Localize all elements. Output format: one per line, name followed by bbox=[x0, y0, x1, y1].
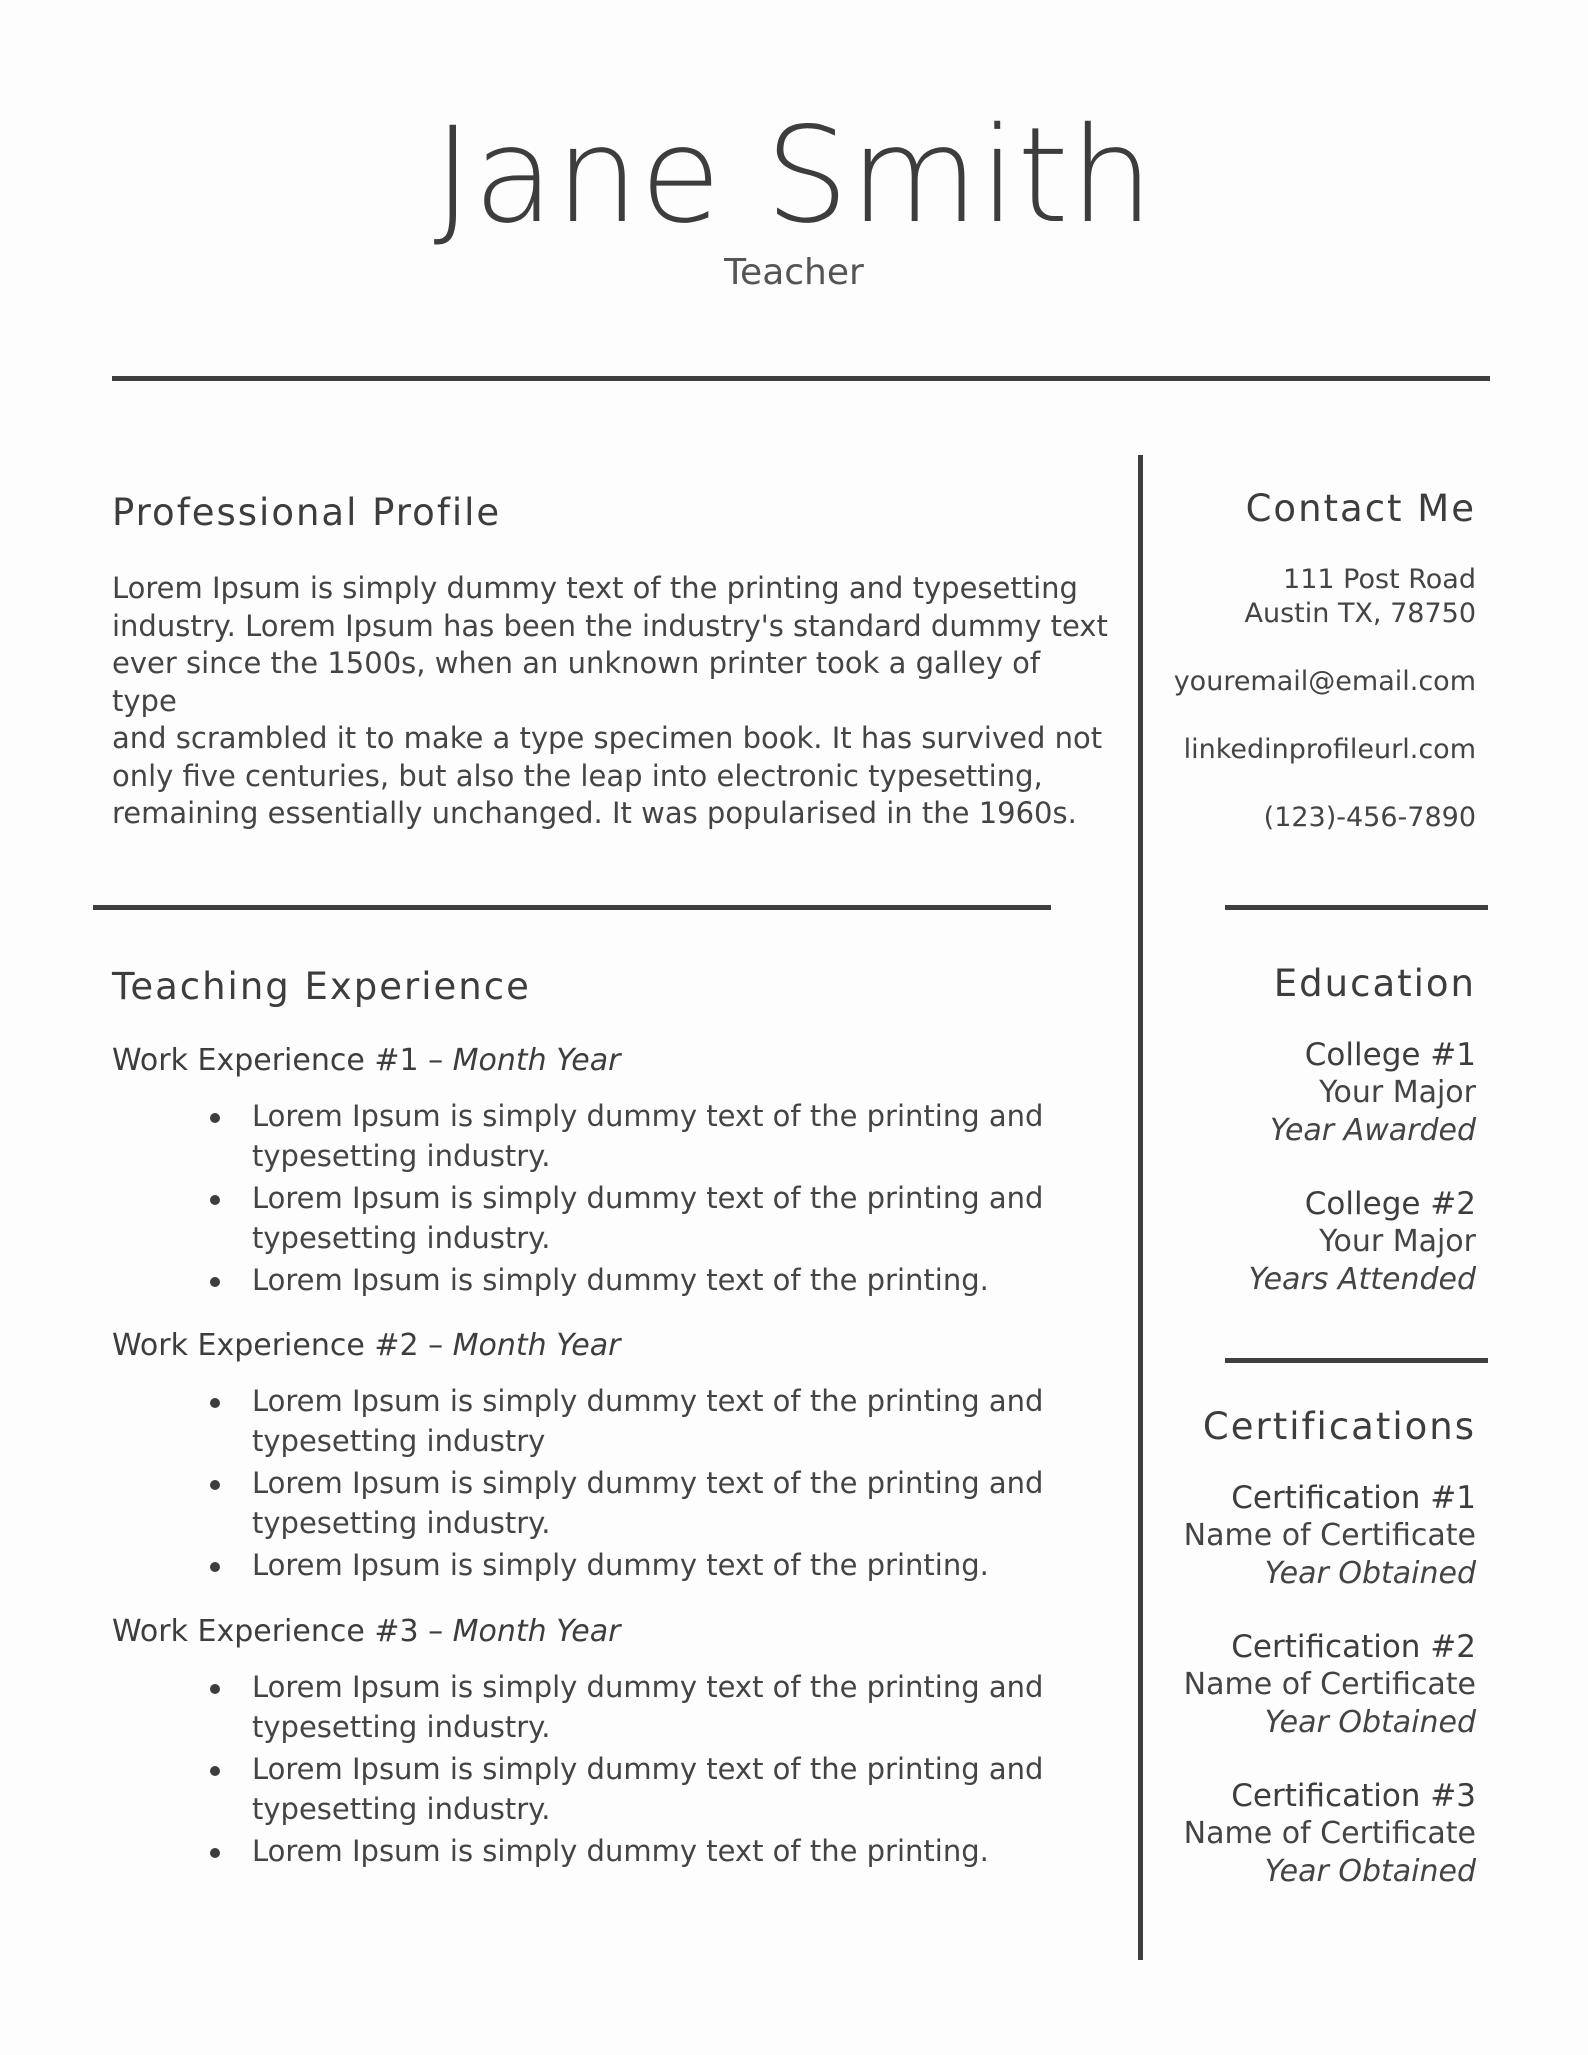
bullet-item: Lorem Ipsum is simply dummy text of the printing and typesetting industry. bbox=[112, 1096, 1112, 1176]
college-year: Year Awarded bbox=[1269, 1113, 1476, 1148]
certification-name: Name of Certificate bbox=[1183, 1816, 1476, 1851]
education-divider bbox=[1225, 1358, 1488, 1363]
profile-heading: Professional Profile bbox=[112, 491, 502, 534]
certification-year: Year Obtained bbox=[1264, 1854, 1476, 1889]
education-section bbox=[1146, 962, 1476, 1299]
education-entry bbox=[1146, 1185, 1476, 1299]
certification-entry bbox=[1146, 1479, 1476, 1593]
profile-line: only five centuries, but also the leap into electronic typesetting, bbox=[112, 758, 1043, 793]
job-entry bbox=[112, 1328, 1112, 1587]
college-title: College #2 bbox=[1304, 1186, 1476, 1222]
bullet-item: Lorem Ipsum is simply dummy text of the printing. bbox=[112, 1831, 1112, 1871]
profile-line: Lorem Ipsum is simply dummy text of the printing and typesetting bbox=[112, 571, 1078, 605]
certification-title: Certification #2 bbox=[1231, 1629, 1476, 1665]
certification-title: Certification #1 bbox=[1231, 1480, 1476, 1516]
certifications-section bbox=[1146, 1405, 1476, 1891]
contact-divider bbox=[1225, 905, 1488, 910]
certification-year: Year Obtained bbox=[1264, 1556, 1476, 1591]
education-heading: Education bbox=[1273, 962, 1476, 1005]
certification-entry bbox=[1146, 1628, 1476, 1742]
bullet-item: Lorem Ipsum is simply dummy text of the printing and typesetting industry. bbox=[112, 1667, 1112, 1747]
college-year: Years Attended bbox=[1248, 1262, 1476, 1297]
job-date: Month Year bbox=[452, 1328, 621, 1363]
resume-name: Jane Smith bbox=[433, 99, 1155, 253]
phone-number: (123)-456-7890 bbox=[1263, 802, 1476, 833]
profile-line: industry. Lorem Ipsum has been the industry's standard dummy text bbox=[112, 608, 1108, 643]
job-bullets bbox=[112, 1667, 1112, 1871]
bullet-item: Lorem Ipsum is simply dummy text of the printing and typesetting industry. bbox=[112, 1749, 1112, 1829]
profile-divider bbox=[93, 905, 1051, 910]
certification-entry bbox=[1146, 1777, 1476, 1891]
education-entry bbox=[1146, 1036, 1476, 1150]
bullet-item: Lorem Ipsum is simply dummy text of the printing. bbox=[112, 1545, 1112, 1585]
job-title bbox=[112, 1614, 1112, 1649]
experience-heading: Teaching Experience bbox=[112, 965, 531, 1008]
header-divider bbox=[112, 376, 1490, 381]
bullet-item: Lorem Ipsum is simply dummy text of the printing and typesetting industry bbox=[112, 1381, 1112, 1461]
certification-year: Year Obtained bbox=[1264, 1705, 1476, 1740]
certifications-heading: Certifications bbox=[1202, 1405, 1476, 1448]
certification-title: Certification #3 bbox=[1231, 1778, 1476, 1814]
certification-name: Name of Certificate bbox=[1183, 1518, 1476, 1553]
profile-text bbox=[112, 570, 1112, 833]
job-title bbox=[112, 1043, 1112, 1078]
resume-role: Teacher bbox=[724, 252, 864, 293]
college-major: Your Major bbox=[1319, 1075, 1476, 1110]
job-bullets bbox=[112, 1381, 1112, 1585]
job-separator: – bbox=[418, 1328, 453, 1363]
certification-name: Name of Certificate bbox=[1183, 1667, 1476, 1702]
email-link[interactable]: youremail@email.com bbox=[1173, 666, 1476, 697]
college-major: Your Major bbox=[1319, 1224, 1476, 1259]
contact-heading: Contact Me bbox=[1245, 487, 1476, 530]
job-separator: – bbox=[418, 1614, 453, 1649]
job-entry bbox=[112, 1043, 1112, 1302]
profile-line: remaining essentially unchanged. It was popularised in the 1960s. bbox=[112, 796, 1077, 830]
job-date: Month Year bbox=[452, 1614, 621, 1649]
bullet-item: Lorem Ipsum is simply dummy text of the printing and typesetting industry. bbox=[112, 1463, 1112, 1543]
column-divider bbox=[1138, 455, 1143, 1960]
job-bullets bbox=[112, 1096, 1112, 1300]
college-title: College #1 bbox=[1304, 1037, 1476, 1073]
address-line: 111 Post Road bbox=[1283, 564, 1476, 595]
bullet-item: Lorem Ipsum is simply dummy text of the printing and typesetting industry. bbox=[112, 1178, 1112, 1258]
address-line: Austin TX, 78750 bbox=[1244, 598, 1476, 629]
linkedin-link[interactable]: linkedinprofileurl.com bbox=[1183, 734, 1476, 765]
job-date: Month Year bbox=[452, 1043, 621, 1078]
profile-line: ever since the 1500s, when an unknown printer took a galley of type bbox=[112, 646, 1041, 718]
bullet-item: Lorem Ipsum is simply dummy text of the printing. bbox=[112, 1260, 1112, 1300]
job-name: Work Experience #3 bbox=[112, 1614, 419, 1649]
profile-line: and scrambled it to make a type specimen book. It has survived not bbox=[112, 721, 1103, 755]
job-entry bbox=[112, 1614, 1112, 1873]
job-separator: – bbox=[418, 1043, 453, 1078]
job-name: Work Experience #1 bbox=[112, 1043, 419, 1078]
contact-section bbox=[1146, 487, 1476, 835]
job-name: Work Experience #2 bbox=[112, 1328, 419, 1363]
job-title bbox=[112, 1328, 1112, 1363]
